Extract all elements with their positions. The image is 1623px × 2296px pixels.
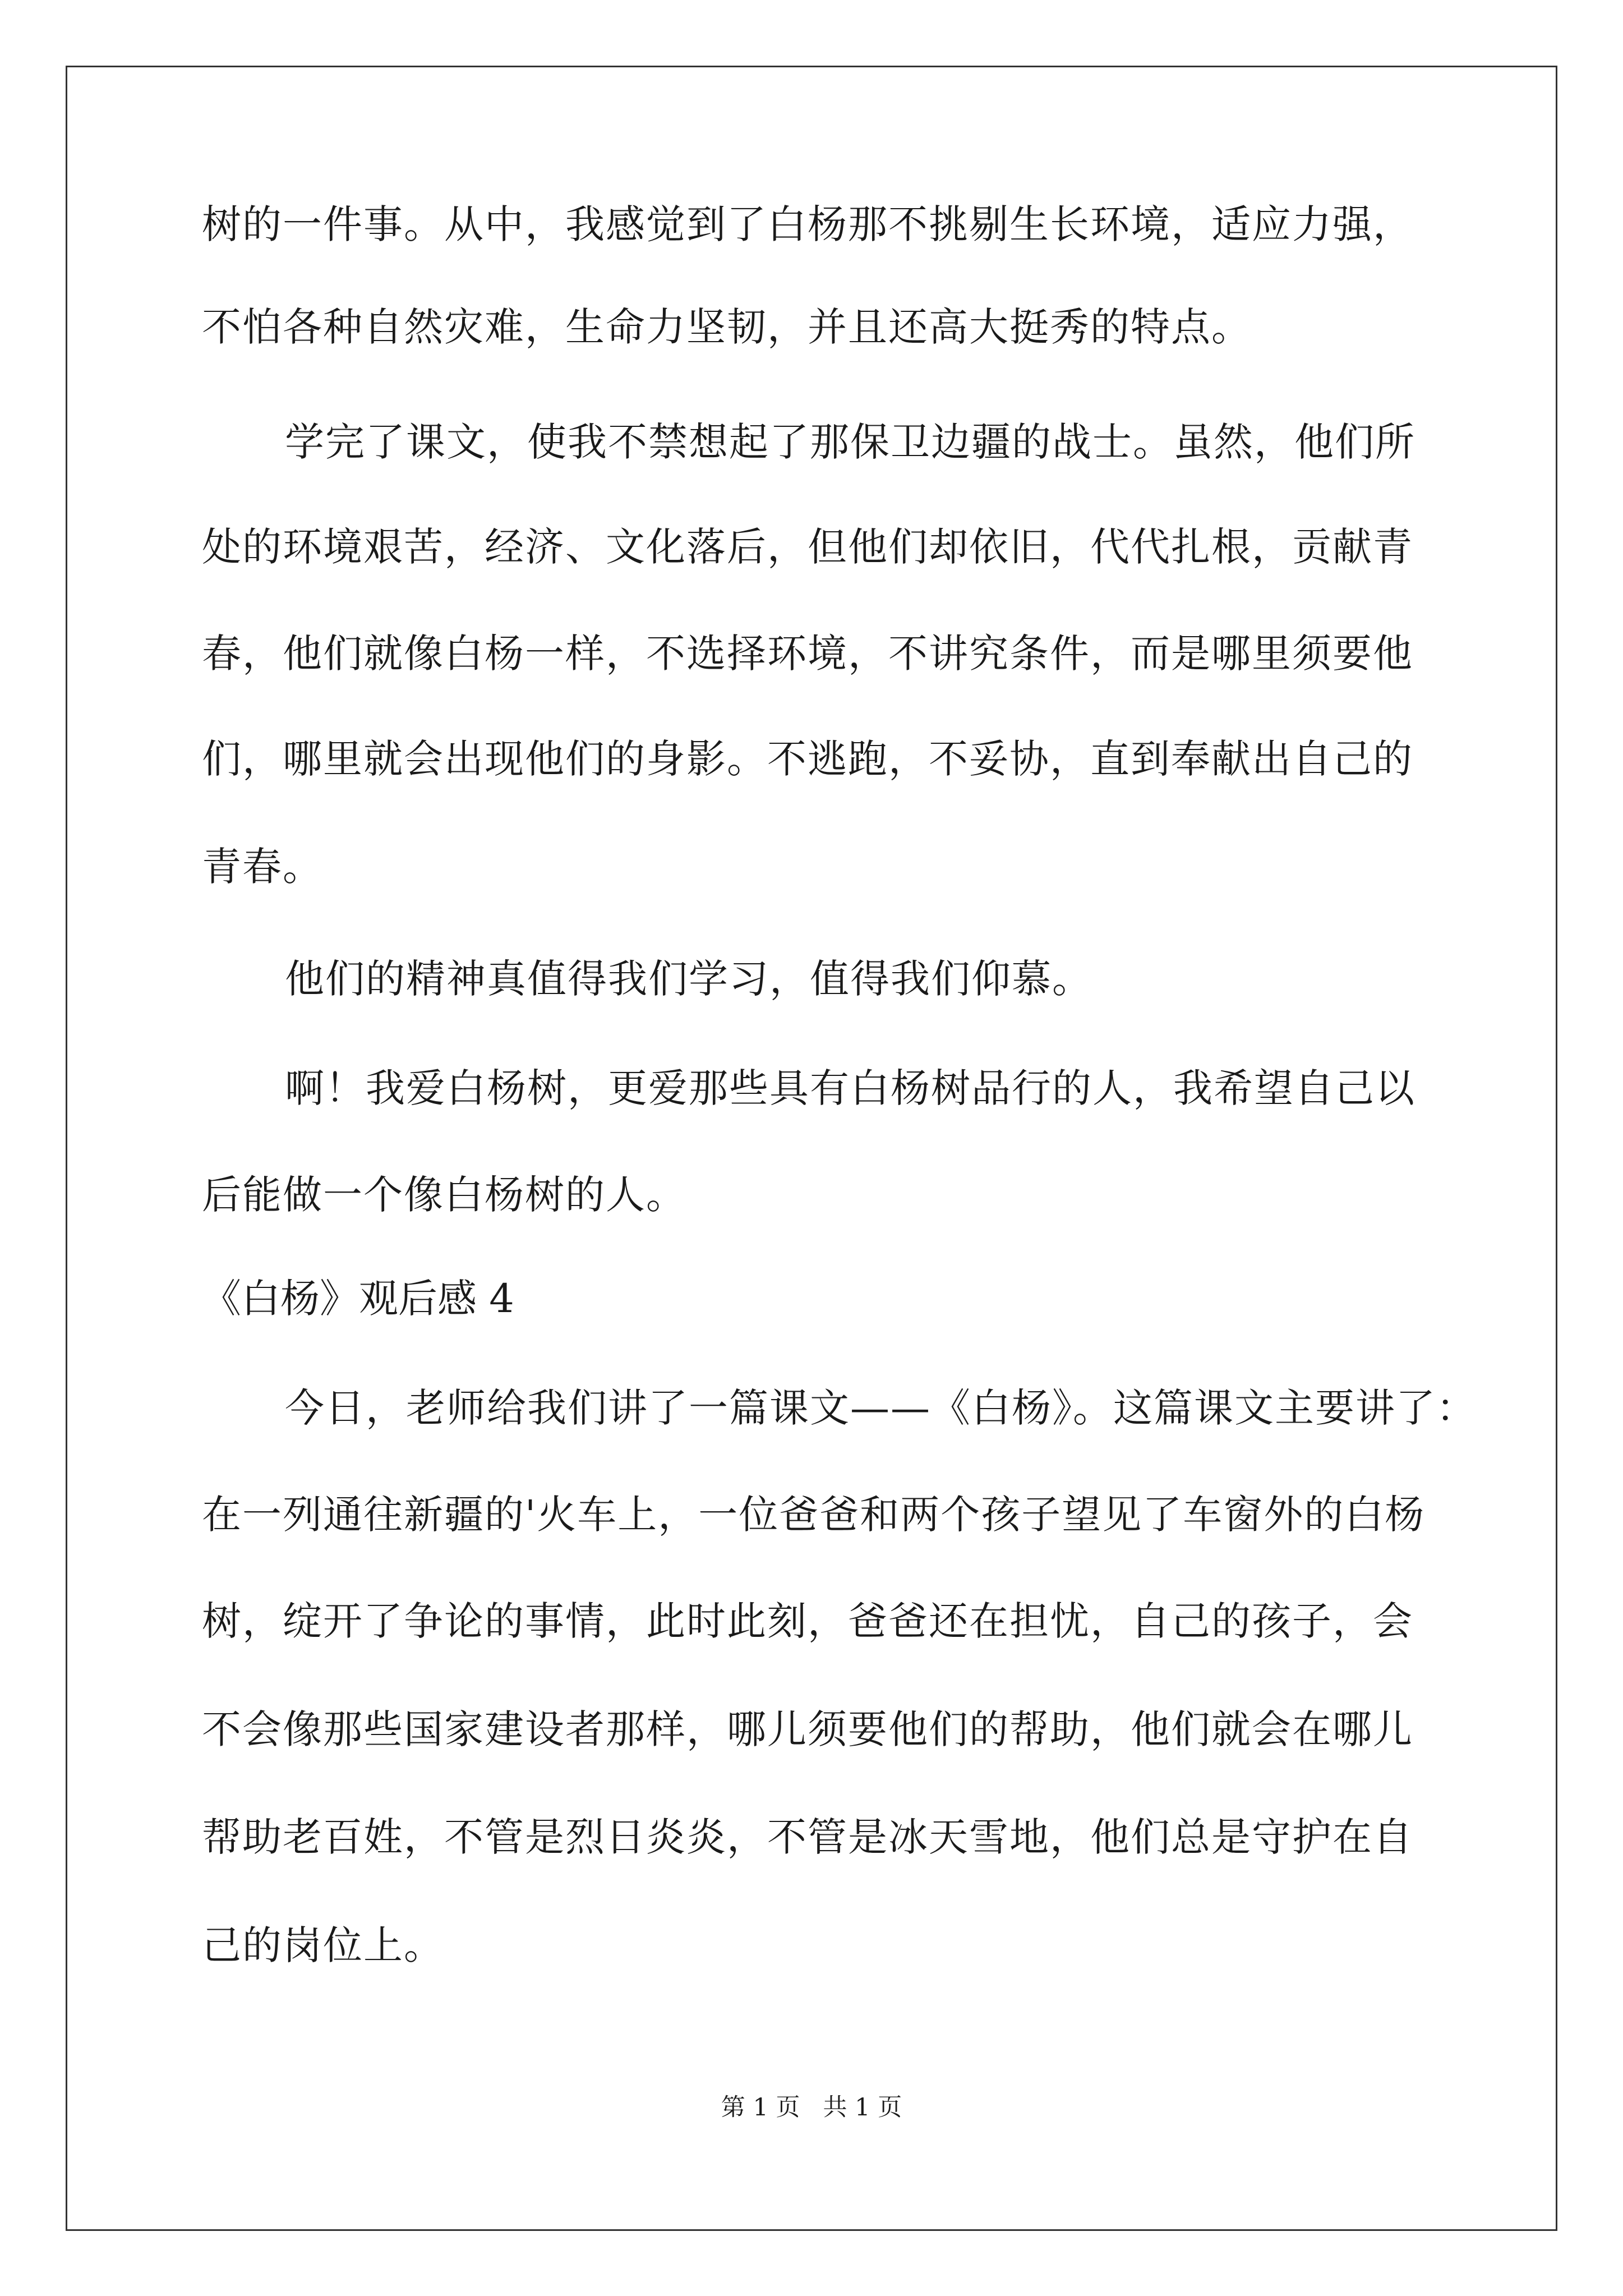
page-number-footer: 第 1 页 共 1 页 xyxy=(721,2093,902,2122)
page-border xyxy=(66,66,1557,2231)
text-line: 春，他们就像白杨一样，不选择环境，不讲究条件，而是哪里须要他 xyxy=(202,631,1413,677)
text-line: 不会像那些国家建设者那样，哪儿须要他们的帮助，他们就会在哪儿 xyxy=(202,1706,1413,1752)
paragraph-first-line: 他们的精神真值得我们学习，值得我们仰慕。 xyxy=(285,956,1092,1002)
text-line: 己的岗位上。 xyxy=(202,1922,444,1968)
text-line: 树，绽开了争论的事情，此时此刻，爸爸还在担忧，自己的孩子，会 xyxy=(202,1598,1413,1644)
text-line: 树的一件事。从中，我感觉到了白杨那不挑剔生长环境，适应力强， xyxy=(202,201,1413,247)
text-line: 帮助老百姓，不管是烈日炎炎，不管是冰天雪地，他们总是守护在自 xyxy=(202,1814,1413,1860)
section-heading: 《白杨》观后感 4 xyxy=(202,1276,514,1322)
text-line: 不怕各种自然灾难，生命力坚韧，并且还高大挺秀的特点。 xyxy=(202,304,1252,350)
paragraph-first-line: 学完了课文，使我不禁想起了那保卫边疆的战士。虽然，他们所 xyxy=(285,419,1415,465)
text-line: 处的环境艰苦，经济、文化落后，但他们却依旧，代代扎根，贡献青 xyxy=(202,524,1413,570)
text-line: 青春。 xyxy=(202,844,323,890)
text-line: 们，哪里就会出现他们的身影。不逃跑，不妥协，直到奉献出自己的 xyxy=(202,736,1413,782)
text-line: 在一列通往新疆的'火车上，一位爸爸和两个孩子望见了车窗外的白杨 xyxy=(202,1492,1426,1538)
text-line: 后能做一个像白杨树的人。 xyxy=(202,1172,686,1218)
paragraph-first-line: 啊！我爱白杨树，更爱那些具有白杨树品行的人，我希望自己以 xyxy=(285,1065,1415,1111)
paragraph-first-line: 今日，老师给我们讲了一篇课文——《白杨》。这篇课文主要讲了： xyxy=(285,1385,1477,1431)
